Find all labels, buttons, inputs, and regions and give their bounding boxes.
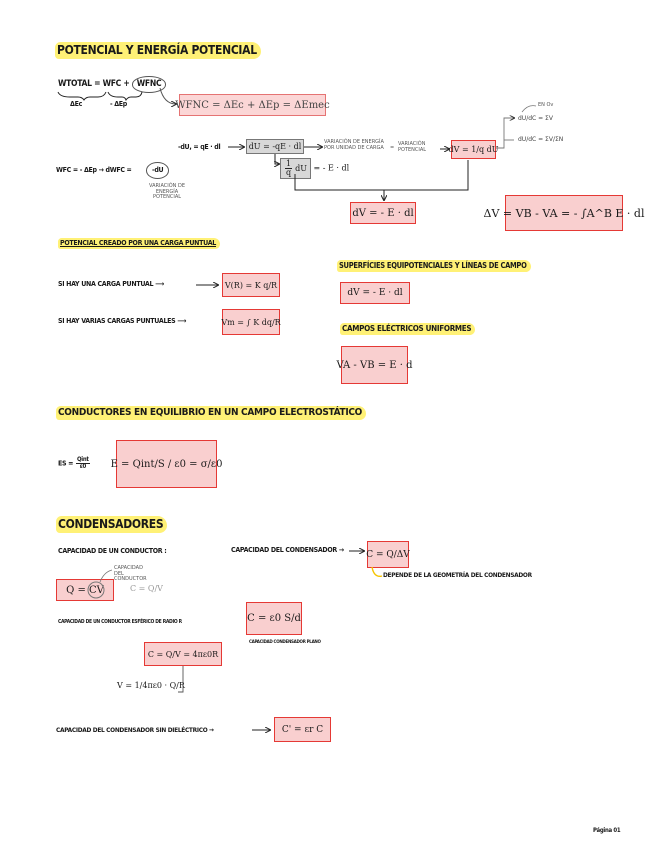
variation-per-charge-note: VARIACIÓN DE ENERGÍA POR UNIDAD DE CARGA [324, 139, 384, 151]
capacitance-box: C = Q/ΔV [367, 541, 409, 568]
potential-difference-box: ΔV = VB - VA = - ∫A^B E · dl [505, 195, 623, 231]
page-title: POTENCIAL Y ENERGÍA POTENCIAL [55, 44, 261, 56]
multiple-charges-label: SI HAY VARIAS CARGAS PUNTUALES ⟶ [58, 317, 187, 325]
minus-du-circle: -dU [146, 162, 169, 179]
ov-note: EN Ov [538, 102, 554, 108]
capacitors-title: CONDENSADORES [56, 518, 167, 530]
wfnc-energy-box: WFNC = ΔEc + ΔEp = ΔEmec [179, 94, 326, 116]
one-over-q-box: $\frac{1}{q}$ dU [280, 158, 311, 179]
geometry-note: DEPENDE DE LA GEOMETRÍA DEL CONDENSADOR [383, 571, 532, 579]
dec-label: ΔEc [70, 100, 83, 108]
du-qe-dl: -dU, = qE · dl [178, 143, 221, 151]
equipotential-title: SUPERFÍCIES EQUIPOTENCIALES Y LÍNEAS DE CAMPO [337, 262, 531, 270]
conductors-title: CONDUCTORES EN EQUILIBRIO EN UN CAMPO ELECTROSTÁTICO [56, 408, 366, 418]
plate-capacitor-box: C = ε0 S/d [246, 602, 302, 635]
single-charge-box: V(R) = K q/R [222, 273, 280, 297]
plate-capacitor-note: CAPACIDAD CONDENSADOR PLANO [249, 640, 321, 645]
sphere-potential-eq: V = 1/4πε0 · Q/R [117, 681, 185, 690]
page-number: Página 01 [593, 827, 621, 834]
dv-definition-box: dV = 1/q dU [451, 140, 496, 159]
dv-result-box: dV = - E · dl [350, 202, 416, 224]
conductor-capacity-note: CAPACIDAD DEL CONDUCTOR [114, 565, 147, 582]
unit-charge-eq: $\frac{1}{q}$ dU = - E · dl [280, 158, 349, 179]
potential-variation-note: VARIACIÓN POTENCIAL [398, 141, 427, 153]
wfc-derivation: WFC = - ΔEp → dWFC = [56, 166, 132, 174]
work-equation: WTOTAL = WFC + WFNC [58, 76, 166, 93]
uniform-fields-title: CAMPOS ELÉCTRICOS UNIFORMES [340, 325, 475, 333]
dielectric-label: CAPACIDAD DEL CONDENSADOR SIN DIELÉCTRICO → [56, 726, 214, 734]
multiple-charges-box: Vm = ∫ K dq/R [222, 309, 280, 335]
gauss-flux-eq: ES = $\frac{\text{Qint}}{\varepsilon 0}$ [58, 456, 89, 470]
wtotal-label: WTOTAL [58, 79, 92, 89]
uniform-fields-box: VA - VB = E · d [341, 346, 408, 384]
spherical-capacitance-box: C = Q/V = 4πε0R [144, 642, 222, 666]
equipotential-box: dV = - E · dl [340, 282, 410, 304]
derivative-row-1: dU/dC = ΣV [518, 115, 553, 122]
point-charge-title: POTENCIAL CREADO POR UNA CARGA PUNTUAL [58, 240, 220, 247]
mdep-label: - ΔEp [110, 100, 127, 108]
arrow-right-icon: ⟶ [177, 317, 187, 325]
spherical-conductor-label: CAPACIDAD DE UN CONDUCTOR ESFÉRICO DE RADIO R [58, 619, 182, 625]
wfc-label: WFC [102, 79, 121, 89]
derivative-row-2: dU/dC = ΣV/ΣN [518, 136, 564, 143]
note-equals: = [390, 145, 395, 151]
energy-variation-note: VARIACIÓN DE ENERGÍA POTENCIAL [148, 183, 186, 200]
q-cv-box: Q = CV [56, 579, 114, 601]
arrow-right-icon: ⟶ [155, 280, 164, 288]
single-charge-label: SI HAY UNA CARGA PUNTUAL ⟶ [58, 280, 164, 288]
wfnc-label: WFNC [132, 76, 166, 93]
du-grey-box: dU = -qE · dl [246, 139, 304, 154]
c-q-over-v: C = Q/V [130, 584, 163, 593]
dielectric-box: C' = εr C [274, 717, 331, 742]
conductor-field-box: E = Qint/S / ε0 = σ/ε0 [116, 440, 217, 488]
capacitor-capacity-label: CAPACIDAD DEL CONDENSADOR → [231, 546, 344, 554]
conductor-capacity-label: CAPACIDAD DE UN CONDUCTOR : [58, 547, 167, 555]
